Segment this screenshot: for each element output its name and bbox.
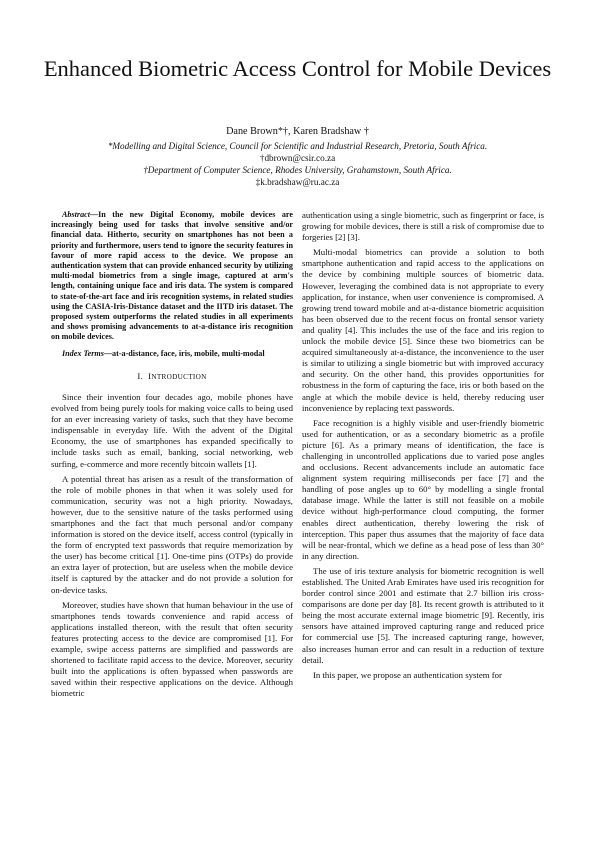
abstract-label: Abstract xyxy=(62,210,90,219)
affiliation-2: †Department of Computer Science, Rhodes University, Grahamstown, South Africa. xyxy=(143,165,452,175)
right-column xyxy=(302,210,544,685)
paragraph: The use of iris texture analysis for biometric recognition is well established. The United Arab Emirates have used iris recognition for border control since 2001 and estimate that 2.7 billion iris cross-comparisons are done per day [8]. Its recent growth is attributed to it being the most accurate external image biometric [9]. Recently, iris sensors have attained improved capturing range and reduced price for commercial use [5]. The increased capturing range, however, also increases human error and can result in a reduction of texture detail. xyxy=(302,565,544,665)
paragraph: authentication using a single biometric, such as fingerprint or face, is growing for mobile devices, there is still a risk of compromise due to forgeries [2] [3]. xyxy=(302,210,544,243)
paper-authors: Dane Brown*†, Karen Bradshaw † xyxy=(226,126,369,137)
paragraph: Multi-modal biometrics can provide a solution to both smartphone authentication and rapid access to the applications on the device by combining multiple sources of biometric data. However, leveraging the combined data is not appropriate to every application, for instance, when user convenience is compromised. A growing trend toward mobile and at-a-distance biometric acquisition has been observed due to the recent focus on frontal sensor variety and quality [4]. This includes the use of the face and iris region to unlock the mobile device [5]. Since these two biometrics can be acquired simultaneously at-a-distance, the inconvenience to the user is similar to utilizing a single biometric but with improved accuracy and security. On the other hand, this provides opportunities for robustness in the form of capturing the face, iris or both based on the angle at which the mobile device is held, thereby reducing user inconvenience by replacing text passwords. xyxy=(302,247,544,413)
affiliation-1: *Modelling and Digital Science, Council for Scientific and Industrial Research, Pretoria, South Africa. xyxy=(107,141,488,151)
paragraph: Since their invention four decades ago, mobile phones have evolved from being purely tools for making voice calls to being used for an ever increasing variety of tasks, such that they have become indispensable in everyday life. With the advent of the Digital Economy, the use of smartphones has expanded specifically to include tasks such as email, banking, social networking, web surfing, e-commerce and more recently bitcoin wallets [1]. xyxy=(51,391,293,469)
index-terms xyxy=(51,349,293,359)
paragraph: Moreover, studies have shown that human behaviour in the use of smartphones tends towards convenience and rapid access of applications installed thereon, with the result that often security features protecting access to the device are compromised [1]. For example, swipe access patterns are simplified and passwords are shortened to facilitate rapid access to the device. Moreover, security built into the applications is often bypassed when passwords are saved within their respective applications on the device. Although biometric xyxy=(51,599,293,699)
affiliation-2-email: ‡k.bradshaw@ru.ac.za xyxy=(255,177,340,187)
abstract xyxy=(51,210,293,343)
section-heading: I. INTRODUCTION xyxy=(137,370,207,381)
section-number: I. xyxy=(137,370,144,381)
index-terms-label: Index Terms xyxy=(62,348,104,358)
index-terms-text: —at-a-distance, face, iris, mobile, multi-modal xyxy=(103,348,265,358)
left-column xyxy=(51,210,293,703)
abstract-text: —In the new Digital Economy, mobile devices are increasingly being used for tasks that involve sensitive and/or financial data. Hitherto, security on smartphones has not been a priority and furthermore, users tend to ignore the security features in favour of more rapid access to the device. We propose an authentication system that can provide enhanced security by utilizing multi-modal biometrics from a single image, captured at arm's length, containing unique face and iris data. The system is compared to state-of-the-art face and iris recognition systems, in related studies using the CASIA-Iris-Distance dataset and the IITD iris dataset. The proposed system outperforms the related studies in all experiments and shows promising advancements to at-a-distance iris recognition on mobile devices. xyxy=(51,210,293,342)
paragraph: A potential threat has arisen as a result of the transformation of the role of mobile phones in that when it was solely used for communication, security was not a high priority. Nowadays, however, due to the sensitive nature of the tasks performed using smartphones and the fact that much personal and/or company information is stored on the device itself, access control (typically in the form of encrypted text passwords that require memorization by the user) has become critical [1]. One-time pins (OTPs) do provide an extra layer of protection, but are useless when the mobile device itself is captured by the attacker and do not provide a solution for on-device tasks. xyxy=(51,473,293,595)
paper-title: Enhanced Biometric Access Control for Mobile Devices xyxy=(43,56,552,81)
affiliation-1-email: †dbrown@csir.co.za xyxy=(259,153,336,163)
paragraph: Face recognition is a highly visible and user-friendly biometric used for authentication, or as a secondary biometric as a profile picture [6]. As a primary means of identification, the face is challenging in uncontrolled applications due to varied pose angles and occlusions. Recent advancements include an automatic face alignment system requiring milliseconds per face [7] and the handling of pose angles up to 60° by modelling a single frontal database image. While the latter is still not feasible on a mobile device without high-performance cloud computing, the former enables direct authentication, thereby lowering the risk of interception. This paper thus assumes that the majority of face data will be near-frontal, which we define as a head pose of less than 30° in any direction. xyxy=(302,417,544,561)
paragraph: In this paper, we propose an authentication system for xyxy=(313,669,502,680)
